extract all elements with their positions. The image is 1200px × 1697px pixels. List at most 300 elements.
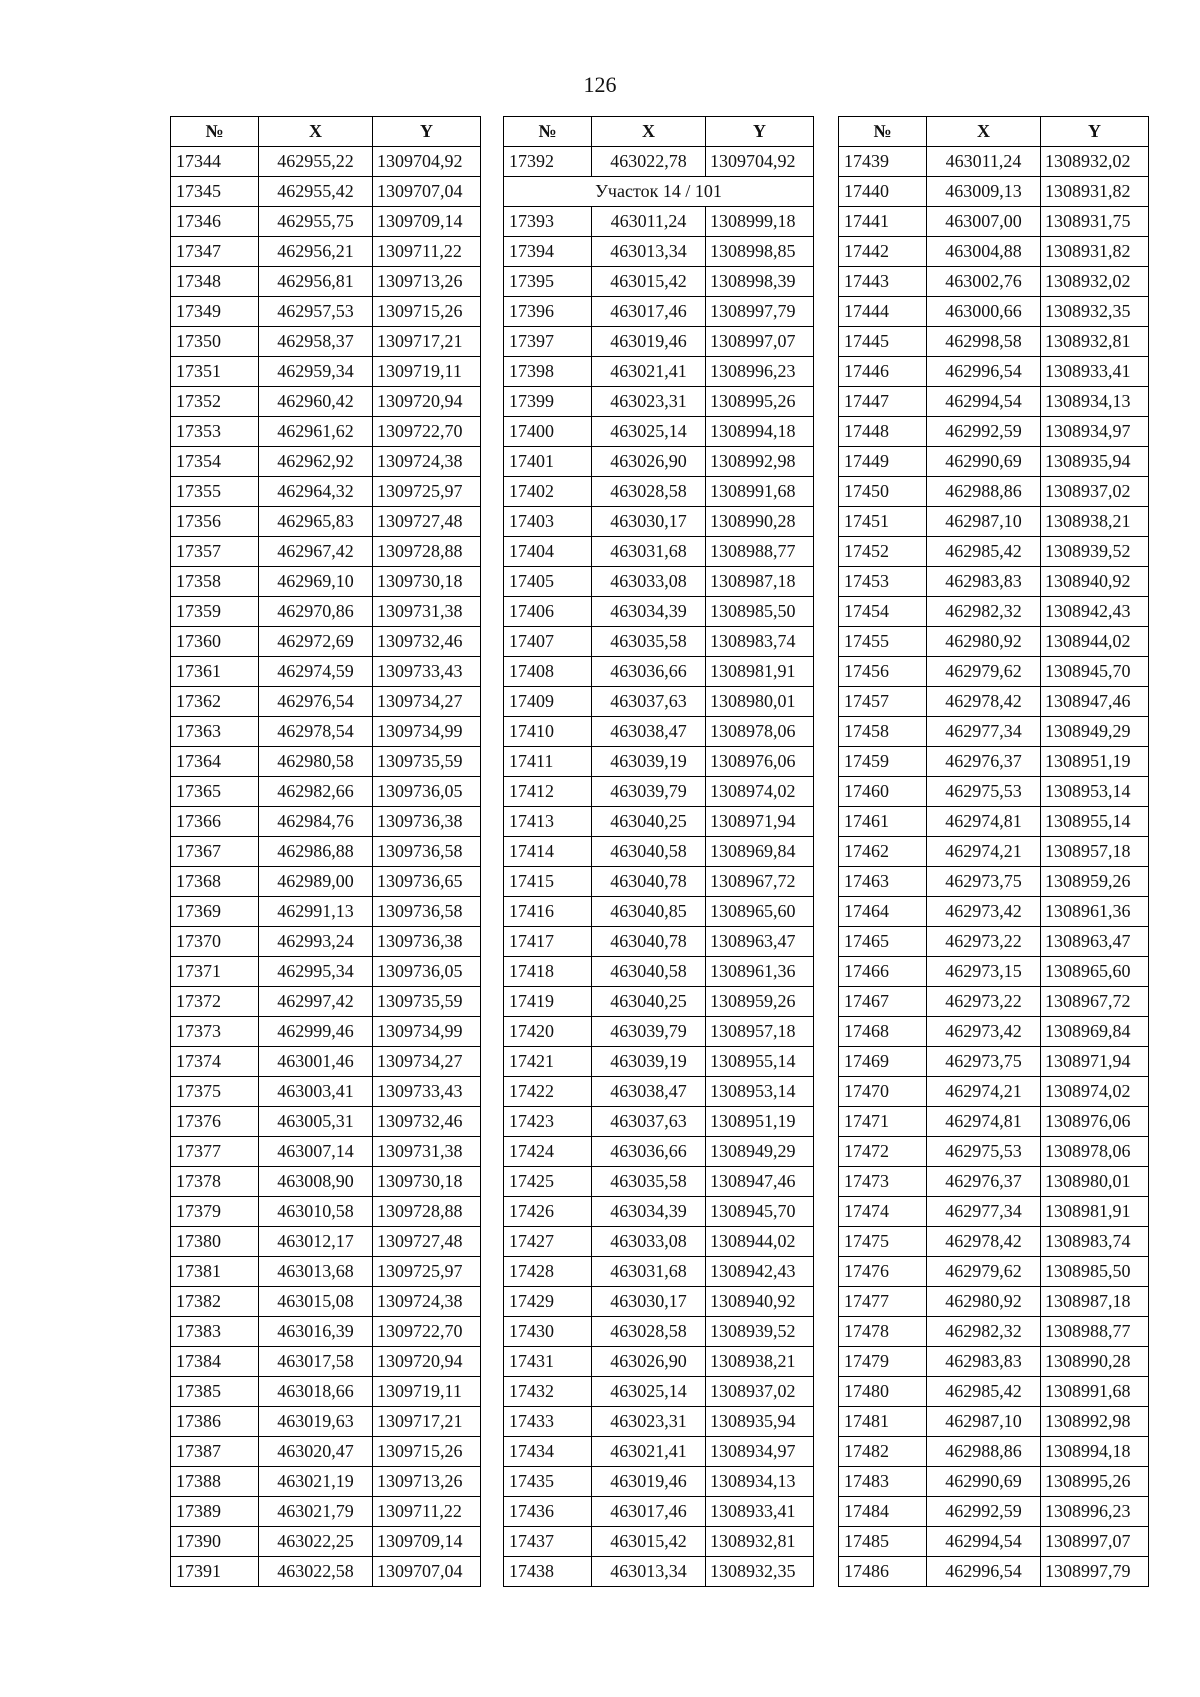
table-row [839,1197,1149,1227]
coordinates-table-right [838,116,1149,1587]
x-coordinate-cell: 462980,58 [259,747,373,777]
point-number-cell: 17411 [504,747,592,777]
table-row [839,1407,1149,1437]
x-coordinate-cell: 462974,81 [927,807,1041,837]
point-number-cell: 17417 [504,927,592,957]
x-coordinate-cell: 463013,34 [592,1557,706,1587]
y-coordinate-cell: 1309720,94 [373,1347,481,1377]
table-row [839,237,1149,267]
point-number-cell: 17435 [504,1467,592,1497]
x-coordinate-cell: 463030,17 [592,1287,706,1317]
table-row [171,1047,481,1077]
point-number-cell: 17480 [839,1377,927,1407]
x-coordinate-cell: 462978,54 [259,717,373,747]
point-number-cell: 17478 [839,1317,927,1347]
table-row [839,537,1149,567]
point-number-cell: 17351 [171,357,259,387]
point-number-cell: 17468 [839,1017,927,1047]
x-coordinate-cell: 463012,17 [259,1227,373,1257]
x-coordinate-cell: 462967,42 [259,537,373,567]
table-row [171,477,481,507]
y-coordinate-cell: 1308940,92 [706,1287,814,1317]
table-row [839,1017,1149,1047]
table-row [171,1137,481,1167]
x-coordinate-cell: 463026,90 [592,447,706,477]
y-coordinate-cell: 1309732,46 [373,627,481,657]
table-row [839,657,1149,687]
x-coordinate-cell: 462974,81 [927,1107,1041,1137]
x-coordinate-cell: 463035,58 [592,627,706,657]
table-row [839,1497,1149,1527]
point-number-cell: 17419 [504,987,592,1017]
table-row [504,447,814,477]
y-coordinate-cell: 1309734,99 [373,717,481,747]
table-row [839,807,1149,837]
point-number-cell: 17368 [171,867,259,897]
y-coordinate-cell: 1308997,79 [1041,1557,1149,1587]
y-coordinate-cell: 1309730,18 [373,1167,481,1197]
y-coordinate-cell: 1308949,29 [706,1137,814,1167]
x-coordinate-cell: 462976,54 [259,687,373,717]
table-row [504,507,814,537]
y-coordinate-cell: 1308988,77 [706,537,814,567]
table-row [171,357,481,387]
table-row [504,477,814,507]
table-row [839,417,1149,447]
x-coordinate-cell: 462985,42 [927,537,1041,567]
x-coordinate-cell: 463036,66 [592,1137,706,1167]
y-coordinate-cell: 1308944,02 [1041,627,1149,657]
point-number-cell: 17479 [839,1347,927,1377]
x-coordinate-cell: 462983,83 [927,567,1041,597]
y-coordinate-cell: 1309704,92 [706,147,814,177]
table-row [839,327,1149,357]
y-coordinate-cell: 1308994,18 [706,417,814,447]
point-number-cell: 17386 [171,1407,259,1437]
x-coordinate-cell: 463007,14 [259,1137,373,1167]
point-number-cell: 17432 [504,1377,592,1407]
point-number-cell: 17461 [839,807,927,837]
x-coordinate-cell: 463031,68 [592,1257,706,1287]
y-coordinate-cell: 1308980,01 [706,687,814,717]
x-coordinate-cell: 462970,86 [259,597,373,627]
y-coordinate-cell: 1308996,23 [1041,1497,1149,1527]
y-coordinate-cell: 1308932,81 [1041,327,1149,357]
table-row [171,297,481,327]
table-row [171,1347,481,1377]
point-number-cell: 17467 [839,987,927,1017]
x-coordinate-cell: 462973,75 [927,1047,1041,1077]
table-row [171,1197,481,1227]
y-coordinate-cell: 1309734,27 [373,1047,481,1077]
table-row [839,177,1149,207]
point-number-cell: 17385 [171,1377,259,1407]
y-coordinate-cell: 1309727,48 [373,507,481,537]
y-coordinate-cell: 1308957,18 [706,1017,814,1047]
table-row [504,1467,814,1497]
point-number-cell: 17391 [171,1557,259,1587]
x-coordinate-cell: 462975,53 [927,1137,1041,1167]
x-coordinate-cell: 463023,31 [592,1407,706,1437]
y-coordinate-cell: 1308953,14 [1041,777,1149,807]
y-coordinate-cell: 1309722,70 [373,1317,481,1347]
table-row [504,267,814,297]
y-coordinate-cell: 1308999,18 [706,207,814,237]
y-coordinate-cell: 1308991,68 [1041,1377,1149,1407]
table-row [171,927,481,957]
point-number-cell: 17422 [504,1077,592,1107]
point-number-cell: 17362 [171,687,259,717]
y-coordinate-cell: 1309732,46 [373,1107,481,1137]
point-number-cell: 17389 [171,1497,259,1527]
point-number-cell: 17346 [171,207,259,237]
y-coordinate-cell: 1308953,14 [706,1077,814,1107]
point-number-cell: 17408 [504,657,592,687]
table-row [504,897,814,927]
table-row [504,1107,814,1137]
point-number-cell: 17438 [504,1557,592,1587]
y-coordinate-cell: 1308963,47 [706,927,814,957]
table-row [504,597,814,627]
point-number-cell: 17358 [171,567,259,597]
section-row [504,177,814,207]
y-coordinate-cell: 1309736,05 [373,957,481,987]
table-row [504,657,814,687]
table-row [504,1527,814,1557]
table-row [839,987,1149,1017]
y-coordinate-cell: 1308969,84 [1041,1017,1149,1047]
y-coordinate-cell: 1308961,36 [1041,897,1149,927]
x-coordinate-cell: 463037,63 [592,687,706,717]
table-row [839,567,1149,597]
point-number-cell: 17344 [171,147,259,177]
table-row [839,747,1149,777]
point-number-cell: 17452 [839,537,927,567]
x-coordinate-cell: 463013,34 [592,237,706,267]
table-row [839,387,1149,417]
x-coordinate-cell: 463033,08 [592,1227,706,1257]
table-row [839,597,1149,627]
x-coordinate-cell: 463034,39 [592,597,706,627]
y-coordinate-cell: 1308995,26 [1041,1467,1149,1497]
table-row [839,1287,1149,1317]
header-x: X [259,117,373,147]
y-coordinate-cell: 1308934,97 [706,1437,814,1467]
x-coordinate-cell: 462987,10 [927,507,1041,537]
table-row [171,537,481,567]
y-coordinate-cell: 1308934,13 [1041,387,1149,417]
x-coordinate-cell: 462973,22 [927,987,1041,1017]
x-coordinate-cell: 463036,66 [592,657,706,687]
x-coordinate-cell: 462959,34 [259,357,373,387]
y-coordinate-cell: 1309728,88 [373,1197,481,1227]
y-coordinate-cell: 1308947,46 [1041,687,1149,717]
point-number-cell: 17369 [171,897,259,927]
x-coordinate-cell: 463021,19 [259,1467,373,1497]
point-number-cell: 17399 [504,387,592,417]
y-coordinate-cell: 1308974,02 [1041,1077,1149,1107]
table-row [171,567,481,597]
x-coordinate-cell: 463028,58 [592,1317,706,1347]
table-row [504,357,814,387]
y-coordinate-cell: 1308985,50 [1041,1257,1149,1287]
x-coordinate-cell: 462978,42 [927,1227,1041,1257]
table-row [504,387,814,417]
y-coordinate-cell: 1308957,18 [1041,837,1149,867]
table-row [504,987,814,1017]
x-coordinate-cell: 462969,10 [259,567,373,597]
point-number-cell: 17441 [839,207,927,237]
table-row [504,747,814,777]
point-number-cell: 17420 [504,1017,592,1047]
x-coordinate-cell: 462999,46 [259,1017,373,1047]
x-coordinate-cell: 463038,47 [592,1077,706,1107]
point-number-cell: 17477 [839,1287,927,1317]
point-number-cell: 17469 [839,1047,927,1077]
header-y: Y [1041,117,1149,147]
y-coordinate-cell: 1308931,82 [1041,177,1149,207]
header-y: Y [373,117,481,147]
table-row [839,1257,1149,1287]
table-row [171,177,481,207]
point-number-cell: 17448 [839,417,927,447]
x-coordinate-cell: 463037,63 [592,1107,706,1137]
table-row [839,1077,1149,1107]
table-row [171,657,481,687]
y-coordinate-cell: 1309730,18 [373,567,481,597]
y-coordinate-cell: 1308947,46 [706,1167,814,1197]
table-row [171,867,481,897]
point-number-cell: 17375 [171,1077,259,1107]
y-coordinate-cell: 1308945,70 [706,1197,814,1227]
y-coordinate-cell: 1308997,07 [706,327,814,357]
point-number-cell: 17460 [839,777,927,807]
x-coordinate-cell: 462955,75 [259,207,373,237]
table-row [839,717,1149,747]
x-coordinate-cell: 463005,31 [259,1107,373,1137]
x-coordinate-cell: 462982,66 [259,777,373,807]
x-coordinate-cell: 462956,81 [259,267,373,297]
x-coordinate-cell: 463010,58 [259,1197,373,1227]
header-x: X [927,117,1041,147]
point-number-cell: 17484 [839,1497,927,1527]
y-coordinate-cell: 1308951,19 [1041,747,1149,777]
point-number-cell: 17413 [504,807,592,837]
x-coordinate-cell: 463022,78 [592,147,706,177]
point-number-cell: 17475 [839,1227,927,1257]
header-number: № [171,117,259,147]
table-row [839,1467,1149,1497]
x-coordinate-cell: 462985,42 [927,1377,1041,1407]
point-number-cell: 17377 [171,1137,259,1167]
x-coordinate-cell: 463040,58 [592,837,706,867]
y-coordinate-cell: 1309728,88 [373,537,481,567]
table-row [171,597,481,627]
table-row [504,1137,814,1167]
x-coordinate-cell: 463039,19 [592,747,706,777]
table-row [171,327,481,357]
x-coordinate-cell: 462976,37 [927,747,1041,777]
y-coordinate-cell: 1309724,38 [373,447,481,477]
y-coordinate-cell: 1309733,43 [373,657,481,687]
y-coordinate-cell: 1309720,94 [373,387,481,417]
y-coordinate-cell: 1308934,13 [706,1467,814,1497]
table-row [171,987,481,1017]
table-row [504,807,814,837]
y-coordinate-cell: 1308991,68 [706,477,814,507]
point-number-cell: 17406 [504,597,592,627]
point-number-cell: 17454 [839,597,927,627]
table-row [504,537,814,567]
y-coordinate-cell: 1308961,36 [706,957,814,987]
y-coordinate-cell: 1309709,14 [373,1527,481,1557]
point-number-cell: 17404 [504,537,592,567]
x-coordinate-cell: 462988,86 [927,477,1041,507]
y-coordinate-cell: 1308978,06 [1041,1137,1149,1167]
y-coordinate-cell: 1309734,27 [373,687,481,717]
point-number-cell: 17393 [504,207,592,237]
point-number-cell: 17407 [504,627,592,657]
x-coordinate-cell: 463039,19 [592,1047,706,1077]
y-coordinate-cell: 1309717,21 [373,1407,481,1437]
point-number-cell: 17465 [839,927,927,957]
y-coordinate-cell: 1308932,35 [706,1557,814,1587]
table-header-row [504,117,814,147]
x-coordinate-cell: 463023,31 [592,387,706,417]
point-number-cell: 17474 [839,1197,927,1227]
table-row [504,1257,814,1287]
point-number-cell: 17353 [171,417,259,447]
y-coordinate-cell: 1308998,85 [706,237,814,267]
x-coordinate-cell: 463015,08 [259,1287,373,1317]
x-coordinate-cell: 463015,42 [592,1527,706,1557]
table-row [504,1347,814,1377]
y-coordinate-cell: 1308994,18 [1041,1437,1149,1467]
header-number: № [504,117,592,147]
x-coordinate-cell: 463030,17 [592,507,706,537]
point-number-cell: 17425 [504,1167,592,1197]
header-number: № [839,117,927,147]
point-number-cell: 17364 [171,747,259,777]
table-row [504,147,814,177]
x-coordinate-cell: 462964,32 [259,477,373,507]
point-number-cell: 17384 [171,1347,259,1377]
table-row [504,327,814,357]
y-coordinate-cell: 1309725,97 [373,477,481,507]
x-coordinate-cell: 462978,42 [927,687,1041,717]
y-coordinate-cell: 1308942,43 [706,1257,814,1287]
point-number-cell: 17447 [839,387,927,417]
section-label: Участок 14 / 101 [504,177,814,207]
table-row [504,1377,814,1407]
x-coordinate-cell: 462988,86 [927,1437,1041,1467]
x-coordinate-cell: 463035,58 [592,1167,706,1197]
y-coordinate-cell: 1308996,23 [706,357,814,387]
x-coordinate-cell: 462979,62 [927,657,1041,687]
y-coordinate-cell: 1309715,26 [373,297,481,327]
y-coordinate-cell: 1309736,58 [373,837,481,867]
table-row [171,1317,481,1347]
page-number: 126 [583,72,617,97]
table-row [504,1317,814,1347]
y-coordinate-cell: 1309719,11 [373,357,481,387]
point-number-cell: 17350 [171,327,259,357]
x-coordinate-cell: 463001,46 [259,1047,373,1077]
point-number-cell: 17456 [839,657,927,687]
x-coordinate-cell: 463019,46 [592,1467,706,1497]
x-coordinate-cell: 462987,10 [927,1407,1041,1437]
coordinates-table-left [170,116,481,1587]
y-coordinate-cell: 1308992,98 [706,447,814,477]
x-coordinate-cell: 463011,24 [927,147,1041,177]
x-coordinate-cell: 463040,58 [592,957,706,987]
x-coordinate-cell: 462997,42 [259,987,373,1017]
table-row [504,927,814,957]
point-number-cell: 17428 [504,1257,592,1287]
y-coordinate-cell: 1309733,43 [373,1077,481,1107]
point-number-cell: 17485 [839,1527,927,1557]
x-coordinate-cell: 462993,24 [259,927,373,957]
x-coordinate-cell: 462990,69 [927,1467,1041,1497]
point-number-cell: 17412 [504,777,592,807]
x-coordinate-cell: 462979,62 [927,1257,1041,1287]
x-coordinate-cell: 463022,58 [259,1557,373,1587]
y-coordinate-cell: 1308951,19 [706,1107,814,1137]
y-coordinate-cell: 1309711,22 [373,237,481,267]
table-row [839,627,1149,657]
x-coordinate-cell: 462984,76 [259,807,373,837]
point-number-cell: 17466 [839,957,927,987]
point-number-cell: 17392 [504,147,592,177]
point-number-cell: 17427 [504,1227,592,1257]
table-row [171,1377,481,1407]
x-coordinate-cell: 462973,75 [927,867,1041,897]
table-row [839,1137,1149,1167]
x-coordinate-cell: 463026,90 [592,1347,706,1377]
point-number-cell: 17360 [171,627,259,657]
y-coordinate-cell: 1309724,38 [373,1287,481,1317]
x-coordinate-cell: 462974,21 [927,837,1041,867]
table-row [171,387,481,417]
table-row [839,1527,1149,1557]
table-row [171,447,481,477]
table-row [839,297,1149,327]
point-number-cell: 17486 [839,1557,927,1587]
point-number-cell: 17421 [504,1047,592,1077]
table-row [171,1257,481,1287]
y-coordinate-cell: 1308987,18 [1041,1287,1149,1317]
table-row [504,1437,814,1467]
x-coordinate-cell: 462977,34 [927,1197,1041,1227]
x-coordinate-cell: 462982,32 [927,597,1041,627]
point-number-cell: 17459 [839,747,927,777]
y-coordinate-cell: 1309713,26 [373,1467,481,1497]
x-coordinate-cell: 462989,00 [259,867,373,897]
y-coordinate-cell: 1308935,94 [1041,447,1149,477]
table-row [504,1017,814,1047]
table-row [839,777,1149,807]
table-row [171,687,481,717]
table-row [504,417,814,447]
y-coordinate-cell: 1308935,94 [706,1407,814,1437]
x-coordinate-cell: 462980,92 [927,627,1041,657]
y-coordinate-cell: 1308937,02 [706,1377,814,1407]
table-row [504,1407,814,1437]
point-number-cell: 17400 [504,417,592,447]
y-coordinate-cell: 1308959,26 [706,987,814,1017]
y-coordinate-cell: 1308939,52 [706,1317,814,1347]
x-coordinate-cell: 462955,42 [259,177,373,207]
